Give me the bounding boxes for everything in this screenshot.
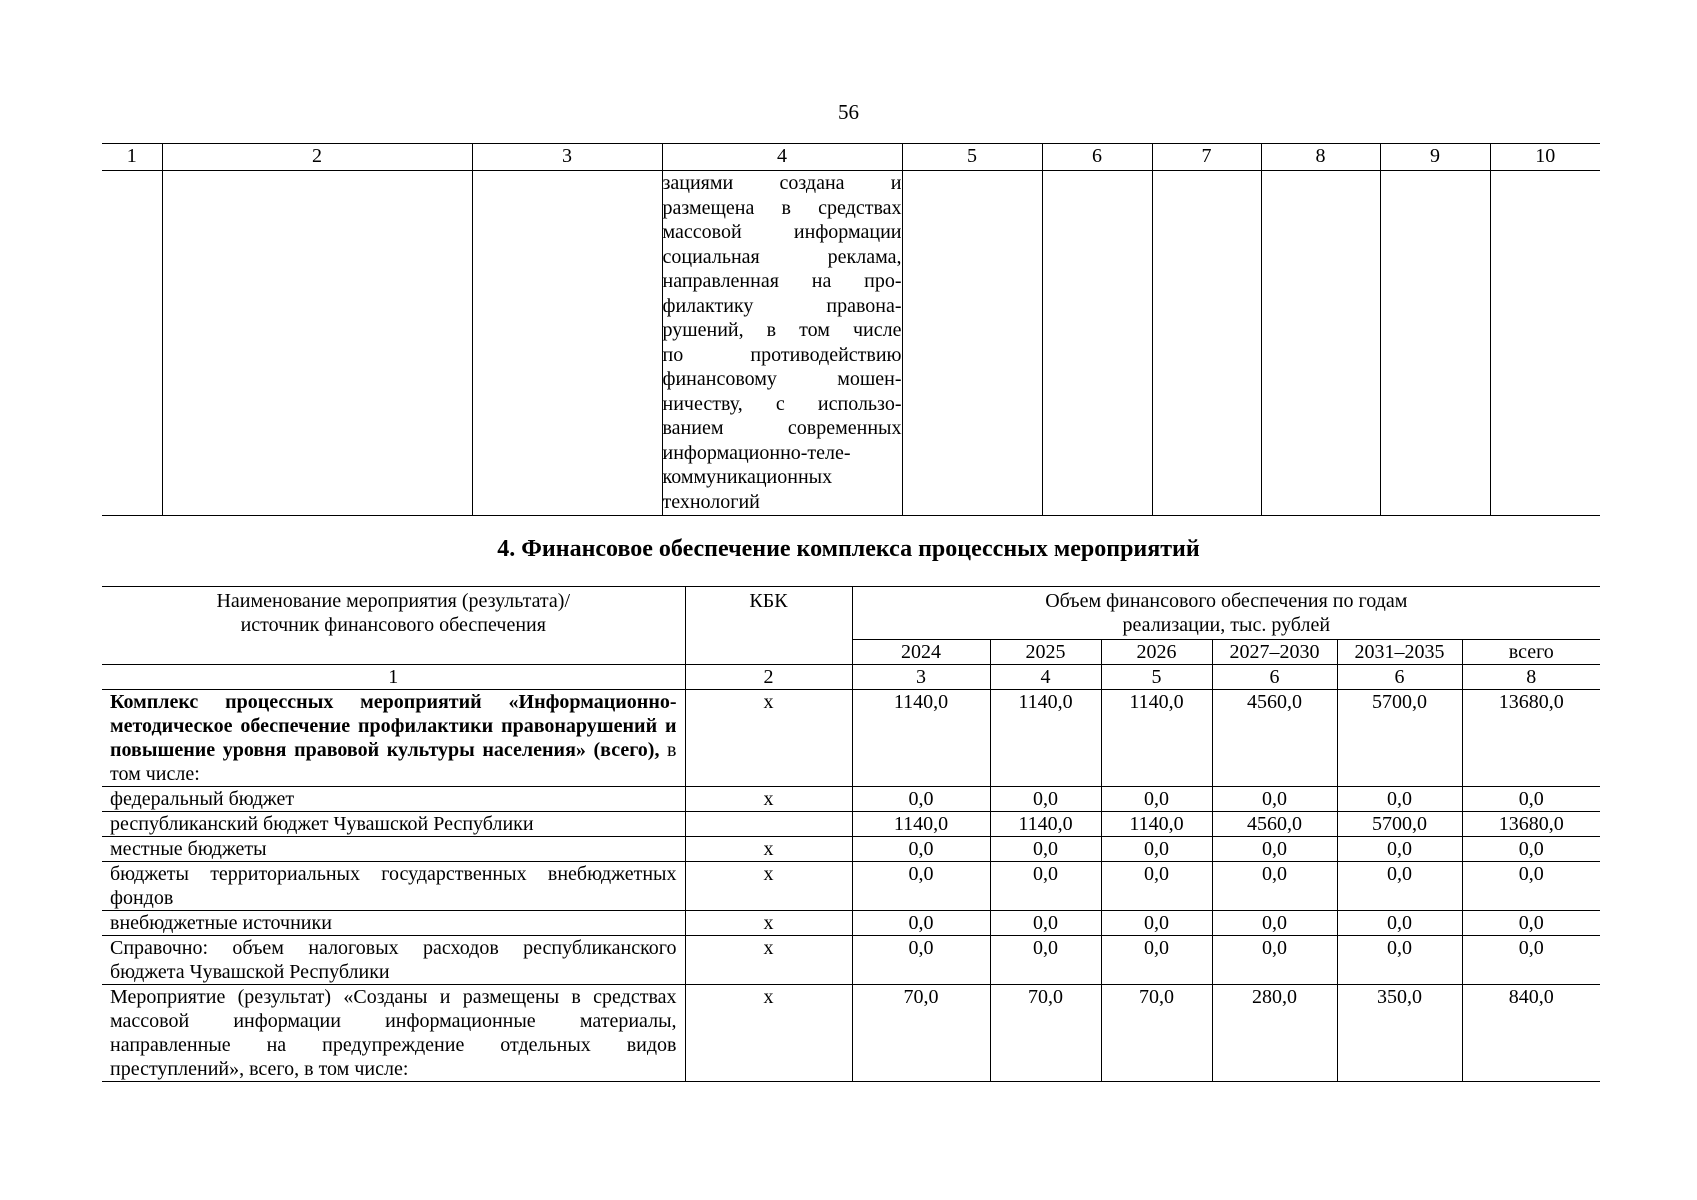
row-value: 5700,0 [1337, 812, 1462, 837]
row-value: 0,0 [1212, 936, 1337, 985]
row-value: 0,0 [1212, 862, 1337, 911]
row-value: 0,0 [1337, 862, 1462, 911]
row-name [102, 936, 685, 985]
row-value: 0,0 [852, 911, 990, 936]
section-title: 4. Финансовое обеспечение комплекса процессных мероприятий [497, 536, 1200, 562]
row-value: 0,0 [852, 787, 990, 812]
row-name [102, 985, 685, 1082]
col-number: 4 [662, 144, 902, 171]
row-value: 0,0 [1337, 837, 1462, 862]
row-kbk: х [685, 911, 852, 936]
row-value: 0,0 [990, 837, 1101, 862]
col-number: 3 [472, 144, 662, 171]
header-kbk: КБК [685, 587, 852, 665]
row-value: 0,0 [1212, 911, 1337, 936]
result-description-cell [662, 171, 902, 516]
row-value: 0,0 [1101, 862, 1212, 911]
financing-row [102, 985, 1600, 1082]
row-value: 0,0 [1462, 911, 1600, 936]
financing-row [102, 812, 1600, 837]
row-value: 1140,0 [852, 690, 990, 787]
description-line: технологий [662, 490, 760, 513]
description-line: рушений, в том числе [662, 319, 902, 341]
col-number: 8 [1462, 665, 1600, 690]
row-value: 0,0 [1462, 862, 1600, 911]
financing-row [102, 936, 1600, 985]
row-value: 1140,0 [1101, 812, 1212, 837]
year-header: 2027–2030 [1212, 640, 1337, 665]
description-line: филактику правона- [662, 294, 902, 317]
row-value: 4560,0 [1212, 812, 1337, 837]
row-kbk [685, 812, 852, 837]
row-kbk: х [685, 837, 852, 862]
financing-table [102, 586, 1600, 1082]
row-value: 0,0 [852, 837, 990, 862]
col-number: 6 [1042, 144, 1152, 171]
row-value: 0,0 [852, 862, 990, 911]
row-value: 1140,0 [852, 812, 990, 837]
description-line: ванием современных [662, 417, 902, 439]
col-number: 4 [990, 665, 1101, 690]
row-name-text: Справочно: объем налоговых расходов республиканского бюджета Чувашской Республики [110, 937, 677, 983]
row-name [102, 862, 685, 911]
row-name-text: в том числе: [110, 739, 677, 785]
row-value: 70,0 [1101, 985, 1212, 1082]
continuation-table [102, 143, 1600, 516]
description-line: финансовому мошен- [662, 368, 902, 390]
continuation-table-row [102, 171, 1600, 516]
page-number: 56 [838, 100, 859, 124]
year-header: 2024 [852, 640, 990, 665]
row-kbk: х [685, 862, 852, 911]
financing-row [102, 837, 1600, 862]
row-name-text: республиканский бюджет Чувашской Республики [110, 813, 534, 835]
col-number: 9 [1380, 144, 1490, 171]
col-number: 5 [902, 144, 1042, 171]
row-value: 840,0 [1462, 985, 1600, 1082]
col-number: 6 [1212, 665, 1337, 690]
header-name: Наименование мероприятия (результата)/ источник финансового обеспечения [102, 587, 685, 665]
financing-row [102, 690, 1600, 787]
row-value: 0,0 [1337, 936, 1462, 985]
row-value: 0,0 [1337, 787, 1462, 812]
row-kbk: х [685, 787, 852, 812]
row-value: 350,0 [1337, 985, 1462, 1082]
description-line: направленная на про- [662, 270, 902, 292]
col-number: 8 [1261, 144, 1380, 171]
row-value: 0,0 [1101, 911, 1212, 936]
row-value: 0,0 [990, 862, 1101, 911]
row-value: 0,0 [1462, 787, 1600, 812]
description-line: коммуникационных [662, 466, 833, 488]
row-value: 1140,0 [1101, 690, 1212, 787]
row-name-text: федеральный бюджет [110, 788, 295, 810]
row-value: 0,0 [1212, 837, 1337, 862]
financing-table-body [102, 690, 1600, 1082]
row-name-bold: Комплекс процессных мероприятий «Информационно-методическое обеспечение профилактики правонарушений и повышение уровня правовой культуры населения» (всего), [110, 691, 677, 761]
row-value: 0,0 [852, 936, 990, 985]
row-name [102, 787, 685, 812]
row-value: 0,0 [990, 911, 1101, 936]
row-name-text: Мероприятие (результат) «Созданы и размещены в средствах массовой информации информационные материалы, направленные на предупреждение отдельных видов преступлений», всего, в том числе: [110, 986, 677, 1080]
col-number: 3 [852, 665, 990, 690]
row-value: 13680,0 [1462, 812, 1600, 837]
col-number: 2 [685, 665, 852, 690]
continuation-table-header [102, 144, 1600, 171]
row-name-text: местные бюджеты [110, 838, 267, 860]
financing-row [102, 911, 1600, 936]
row-value: 0,0 [1462, 936, 1600, 985]
row-value: 13680,0 [1462, 690, 1600, 787]
row-value: 0,0 [1101, 936, 1212, 985]
row-value: 4560,0 [1212, 690, 1337, 787]
row-value: 70,0 [852, 985, 990, 1082]
financing-col-numbers [102, 665, 1600, 690]
row-name-text: бюджеты территориальных государственных внебюджетных фондов [110, 863, 677, 909]
row-kbk: х [685, 985, 852, 1082]
financing-row [102, 862, 1600, 911]
row-value: 0,0 [1101, 837, 1212, 862]
year-header: 2025 [990, 640, 1101, 665]
description-line: размещена в средствах [662, 196, 902, 219]
row-value: 0,0 [1212, 787, 1337, 812]
financing-table-header [102, 587, 1600, 640]
year-header: всего [1462, 640, 1600, 665]
col-number: 6 [1337, 665, 1462, 690]
col-number: 7 [1152, 144, 1261, 171]
row-value: 0,0 [1462, 837, 1600, 862]
row-kbk: х [685, 690, 852, 787]
description-line: социальная реклама, [662, 245, 902, 268]
row-name [102, 911, 685, 936]
row-value: 1140,0 [990, 812, 1101, 837]
row-name [102, 812, 685, 837]
year-header: 2026 [1101, 640, 1212, 665]
row-value: 1140,0 [990, 690, 1101, 787]
row-value: 70,0 [990, 985, 1101, 1082]
row-name [102, 837, 685, 862]
col-number: 2 [162, 144, 472, 171]
row-kbk: х [685, 936, 852, 985]
description-line: массовой информации [662, 221, 902, 243]
description-line: по противодействию [662, 343, 902, 366]
row-value: 0,0 [1337, 911, 1462, 936]
financing-row [102, 787, 1600, 812]
year-header: 2031–2035 [1337, 640, 1462, 665]
row-name [102, 690, 685, 787]
col-number: 5 [1101, 665, 1212, 690]
col-number: 1 [102, 665, 685, 690]
description-line: зациями создана и [662, 172, 902, 194]
description-line: информационно-теле- [662, 441, 851, 464]
header-volume: Объем финансового обеспечения по годам реализации, тыс. рублей [852, 587, 1600, 640]
row-value: 0,0 [990, 936, 1101, 985]
row-value: 0,0 [1101, 787, 1212, 812]
col-number: 1 [102, 144, 162, 171]
row-value: 5700,0 [1337, 690, 1462, 787]
row-value: 280,0 [1212, 985, 1337, 1082]
description-line: ничеству, с использо- [662, 392, 902, 415]
row-name-text: внебюджетные источники [110, 912, 332, 934]
col-number: 10 [1490, 144, 1600, 171]
row-value: 0,0 [990, 787, 1101, 812]
